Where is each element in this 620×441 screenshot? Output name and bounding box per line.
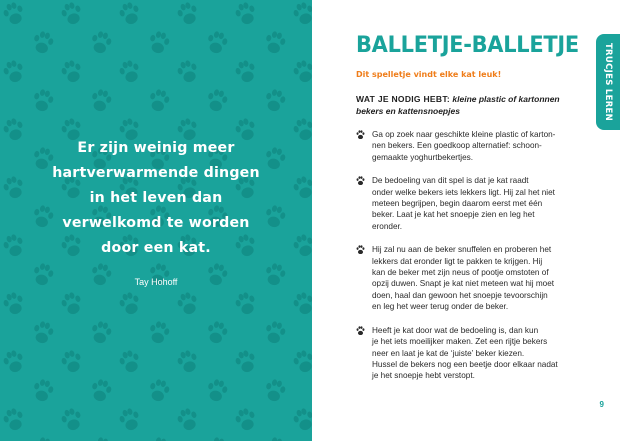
paw-print-icon <box>356 245 365 254</box>
chapter-tab <box>596 34 620 130</box>
instruction-step <box>356 175 606 232</box>
step-line: beker. Laat je kat het snoepje zien en leg het <box>372 210 535 220</box>
step-line: onder welke bekers iets lekkers ligt. Hij zal het niet <box>372 187 555 197</box>
quote-line: in het leven dan <box>89 190 223 206</box>
instruction-steps <box>356 129 606 382</box>
page-title: BALLETJE-BALLETJE <box>356 32 579 58</box>
paw-print-icon <box>356 176 365 185</box>
step-line: neer en laat je kat de ‘juiste’ beker kiezen. <box>372 348 525 358</box>
chapter-tab-label: TRUCJES LEREN <box>603 42 613 122</box>
instruction-step <box>356 325 606 382</box>
paw-print-icon <box>356 130 365 139</box>
quote-line: Er zijn weinig meer <box>77 140 235 156</box>
quote <box>0 136 312 287</box>
step-line: je het snoepje hebt verstopt. <box>372 371 475 381</box>
paw-print-icon <box>356 326 365 335</box>
step-line: De bedoeling van dit spel is dat je kat raadt <box>372 176 529 186</box>
quote-line: hartverwarmende dingen <box>52 165 260 181</box>
materials-needed <box>356 93 600 117</box>
step-line: Hij zal nu aan de beker snuffelen en proberen het <box>372 245 552 255</box>
instruction-step <box>356 244 606 312</box>
step-line: Hussel de bekers nog een beetje door elkaar nadat <box>372 359 558 369</box>
step-line: lekkers dat eronder ligt te pakken te krijgen. Hij <box>372 256 543 266</box>
step-line: kan de beker met zijn neus of pootje omstoten of <box>372 268 549 278</box>
step-line: Heeft je kat door wat de bedoeling is, dan kun <box>372 325 539 335</box>
step-line: doen, haal dan gewoon het snoepje tevoorschijn <box>372 290 548 300</box>
step-line: meteen begrijpen, begin daarom eerst met één <box>372 199 543 209</box>
page-number: 9 <box>599 400 604 409</box>
materials-value-line: bekers en kattensnoepjes <box>356 106 460 116</box>
materials-value-line: kleine plastic of kartonnen <box>452 94 560 104</box>
materials-label: WAT JE NODIG HEBT: <box>356 94 451 104</box>
page-subtitle: Dit spelletje vindt elke kat leuk! <box>356 70 502 79</box>
quote-author: Tay Hohoff <box>134 277 178 287</box>
step-line: en leg het weer terug onder de beker. <box>372 302 509 312</box>
step-line: eronder. <box>372 221 403 231</box>
step-line: opzij duwen. Snapt je kat niet meteen wat hij moet <box>372 279 555 289</box>
instruction-step <box>356 129 606 163</box>
step-line: nen bekers. Een goedkoop alternatief: schoon- <box>372 141 542 151</box>
step-line: Ga op zoek naar geschikte kleine plastic of karton- <box>372 130 556 139</box>
step-line: je het iets moeilijker maken. Zet een rijtje bekers <box>372 337 548 347</box>
quote-line: verwelkomd te worden <box>62 215 250 231</box>
quote-line: door een kat. <box>101 240 211 256</box>
content-page <box>312 0 620 441</box>
step-line: gemaakte yoghurtbekertjes. <box>372 152 474 162</box>
quote-text <box>0 136 312 261</box>
